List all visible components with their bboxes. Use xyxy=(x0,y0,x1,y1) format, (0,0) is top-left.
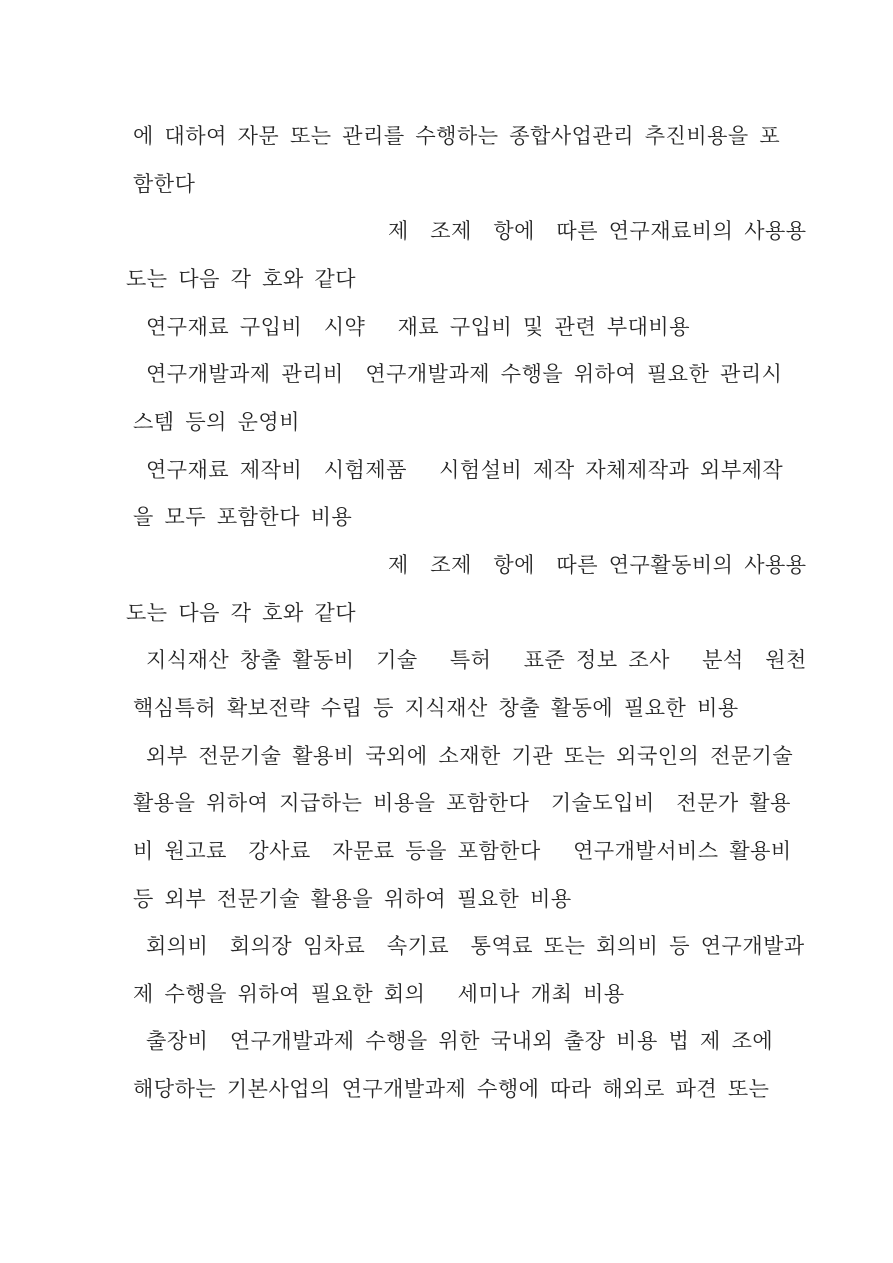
text-line: 회의비 회의장 임차료 속기료 통역료 또는 회의비 등 연구개발과 xyxy=(146,934,805,959)
text-line: 도는 다음 각 호와 같다 xyxy=(126,600,357,625)
text-line: 연구재료 제작비 시험제품 시험설비 제작 자체제작과 외부제작 xyxy=(146,457,784,482)
text-line: 출장비 연구개발과제 수행을 위한 국내외 출장 비용 법 제 조에 xyxy=(146,1029,774,1054)
text-line: 함한다 xyxy=(133,171,196,196)
text-line: 제 조제 항에 따른 연구활동비의 사용용 xyxy=(388,552,807,577)
text-line: 해당하는 기본사업의 연구개발과제 수행에 따라 해외로 파견 또는 xyxy=(133,1077,770,1102)
text-line: 활용을 위하여 지급하는 비용을 포함한다 기술도입비 전문가 활용 xyxy=(133,791,791,816)
text-line: 연구재료 구입비 시약 재료 구입비 및 관련 부대비용 xyxy=(146,314,691,339)
text-line: 핵심특허 확보전략 수립 등 지식재산 창출 활동에 필요한 비용 xyxy=(133,695,739,720)
text-line: 등 외부 전문기술 활용을 위하여 필요한 비용 xyxy=(133,886,572,911)
text-line: 외부 전문기술 활용비 국외에 소재한 기관 또는 외국인의 전문기술 xyxy=(146,743,794,768)
text-line: 지식재산 창출 활동비 기술 특허 표준 정보 조사 분석 원천 xyxy=(146,648,807,673)
text-line: 비 원고료 강사료 자문료 등을 포함한다 연구개발서비스 활용비 xyxy=(133,838,792,863)
text-line: 제 조제 항에 따른 연구재료비의 사용용 xyxy=(388,219,807,244)
text-line: 도는 다음 각 호와 같다 xyxy=(126,266,357,291)
text-line: 에 대하여 자문 또는 관리를 수행하는 종합사업관리 추진비용을 포 xyxy=(133,124,781,148)
text-line: 연구개발과제 관리비 연구개발과제 수행을 위하여 필요한 관리시 xyxy=(146,362,783,387)
text-block xyxy=(0,113,893,1114)
text-line: 을 모두 포함한다 비용 xyxy=(133,505,353,530)
text-line: 스템 등의 운영비 xyxy=(133,409,301,434)
text-line: 제 수행을 위하여 필요한 회의 세미나 개최 비용 xyxy=(133,981,625,1006)
